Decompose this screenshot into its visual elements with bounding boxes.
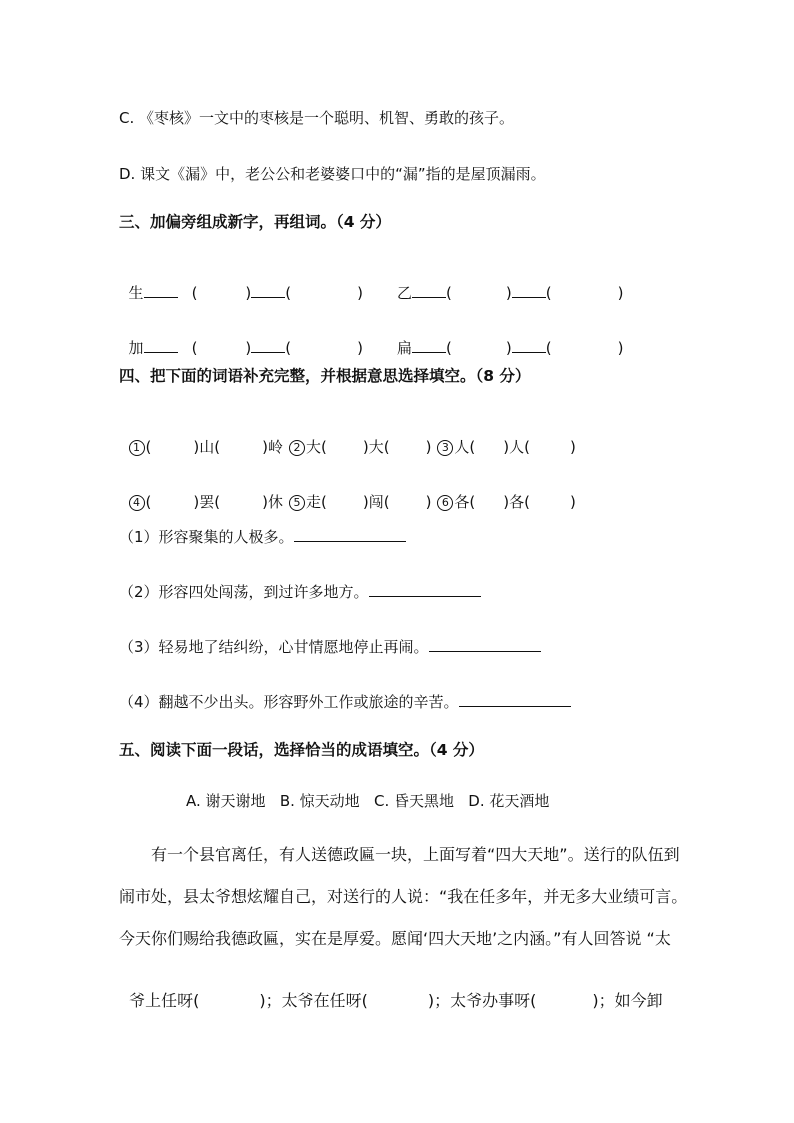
section-4-heading: 四、把下面的词语补充完整，并根据意思选择填空。（8 分） (119, 367, 531, 385)
radical-char: 生 (128, 284, 144, 302)
q5-options: A. 谢天谢地 B. 惊天动地 C. 昏天黑地 D. 花天酒地 (186, 792, 550, 810)
section-5-heading: 五、阅读下面一段话，选择恰当的成语填空。（4 分） (119, 741, 484, 759)
circled-number: 4 (129, 495, 145, 511)
answer-blank[interactable] (429, 638, 541, 652)
radical-char: 扁 (397, 339, 413, 357)
q5-para-line-2: 闹市处，县太爷想炫耀自己，对送行的人说：“我在任多年，并无多大业绩可言。 (119, 887, 688, 906)
section-3-heading: 三、加偏旁组成新字，再组词。（4 分） (119, 213, 391, 231)
circled-number: 5 (289, 495, 305, 511)
q4-item-1: （1）形容聚集的人极多。 (119, 527, 406, 547)
q3-row-1: 生 ( ) ( ) 乙 ( ) ( ) (128, 284, 624, 302)
option-d: D. 课文《漏》中，老公公和老婆婆口中的“漏”指的是屋顶漏雨。 (119, 165, 546, 183)
q4-row-1: 1 ( )山( )岭 2 大( )大( ) 3 人( )人( ) (119, 417, 576, 457)
q3-row-2: 加 ( ) ( ) 扁 ( ) ( ) (128, 339, 624, 357)
circled-number: 3 (437, 440, 453, 456)
q4-row-2: 4 ( )罢( )休 5 走( )闯( ) 6 各( )各( ) (119, 472, 576, 512)
answer-blank[interactable] (294, 528, 406, 542)
radical-char: 加 (128, 339, 144, 357)
q4-item-3: （3）轻易地了结纠纷，心甘情愿地停止再闹。 (119, 637, 541, 657)
answer-blank[interactable] (459, 693, 571, 707)
circled-number: 6 (437, 495, 453, 511)
q5-para-line-3: 今天你们赐给我德政匾，实在是厚爱。愿闻‘四大天地’之内涵。”有人回答说 “太 (119, 929, 671, 948)
circled-number: 2 (289, 440, 305, 456)
q5-para-line-1: 有一个县官离任，有人送德政匾一块，上面写着“四大天地”。送行的队伍到 (151, 845, 680, 864)
q4-item-4: （4）翻越不少出头。形容野外工作或旅途的辛苦。 (119, 692, 571, 712)
option-c: C. 《枣核》一文中的枣核是一个聪明、机智、勇敢的孩子。 (119, 109, 515, 127)
answer-blank[interactable] (369, 583, 481, 597)
q4-item-2: （2）形容四处闯荡，到过许多地方。 (119, 582, 481, 602)
circled-number: 1 (129, 440, 145, 456)
q5-para-line-4: 爷上任呀( )；太爷在任呀( )；太爷办事呀( )；如今卸 (129, 991, 663, 1010)
radical-char: 乙 (397, 284, 413, 302)
